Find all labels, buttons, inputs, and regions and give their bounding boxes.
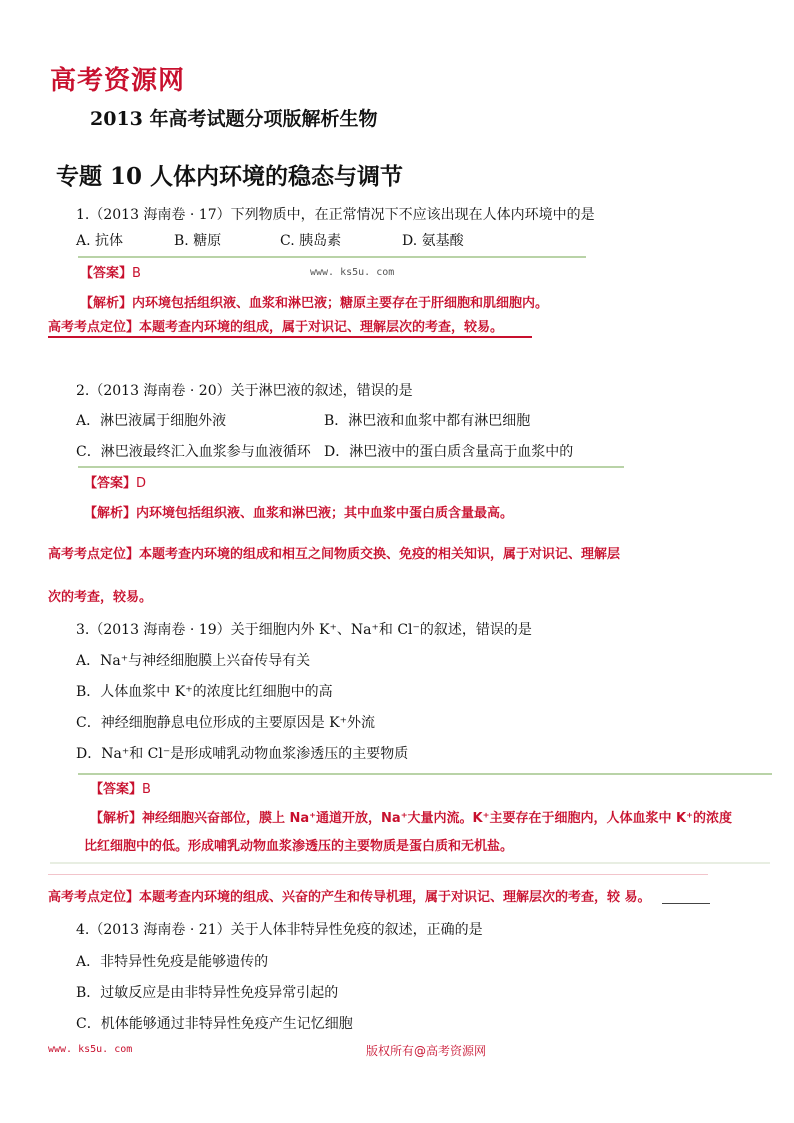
question-1-option-a: A. 抗体	[76, 233, 124, 249]
question-2-option-a: A．淋巴液属于细胞外液	[76, 413, 227, 429]
question-4-option-c: C．机体能够通过非特异性免疫产生记忆细胞	[76, 1016, 353, 1032]
question-3-position: 高考考点定位】本题考查内环境的组成、兴奋的产生和传导机理，属于对识记、理解层次的考查，较 易。	[48, 890, 651, 905]
divider	[78, 466, 624, 468]
question-3-answer	[90, 778, 151, 797]
question-2-explanation: 【解析】内环境包括组织液、血浆和淋巴液；其中血浆中蛋白质含量最高。	[84, 506, 514, 521]
watermark: www. ks5u. com	[310, 267, 395, 278]
divider	[78, 773, 772, 775]
question-3-option-c: C．神经细胞静息电位形成的主要原因是 K⁺外流	[76, 715, 376, 731]
answer-tag: 【答案】	[80, 266, 133, 281]
question-2-position: 高考考点定位】本题考查内环境的组成和相互之间物质交换、免疫的相关知识，属于对识记、理解层	[48, 547, 621, 562]
answer-value: B	[142, 782, 151, 797]
question-2-position-cont: 次的考查，较易。	[48, 590, 153, 605]
question-2-option-d: D．淋巴液中的蛋白质含量高于血浆中的	[324, 444, 574, 460]
question-1-option-c: C. 胰岛素	[280, 233, 342, 249]
question-2-option-c: C．淋巴液最终汇入血浆参与血液循环	[76, 444, 311, 460]
divider	[78, 256, 586, 258]
question-1-option-d: D. 氨基酸	[402, 233, 464, 249]
question-4-option-b: B．过敏反应是由非特异性免疫异常引起的	[76, 985, 339, 1001]
divider	[48, 874, 708, 875]
answer-value: B	[132, 266, 141, 281]
topic-heading: 专题 10 人体内环境的稳态与调节	[56, 163, 404, 190]
question-3-option-d: D．Na⁺和 Cl⁻是形成哺乳动物血浆渗透压的主要物质	[76, 746, 409, 762]
answer-tag: 【答案】	[90, 782, 143, 797]
question-2-answer	[84, 472, 146, 491]
question-2-option-b: B．淋巴液和血浆中都有淋巴细胞	[324, 413, 531, 429]
footer-url: www. ks5u. com	[48, 1044, 133, 1055]
question-1-explanation: 【解析】内环境包括组织液、血浆和淋巴液；糖原主要存在于肝细胞和肌细胞内。	[80, 296, 549, 311]
site-logo: 高考资源网	[50, 66, 186, 96]
answer-value: D	[136, 476, 147, 491]
divider	[50, 862, 770, 864]
divider	[662, 903, 710, 904]
question-1-option-b: B. 糖原	[174, 233, 222, 249]
question-4-stem: 4.（2013 海南卷 · 21）关于人体非特异性免疫的叙述，正确的是	[76, 922, 483, 938]
answer-tag: 【答案】	[84, 476, 137, 491]
question-3-option-a: A．Na⁺与神经细胞膜上兴奋传导有关	[76, 653, 311, 669]
footer-copyright: 版权所有@高考资源网	[366, 1044, 487, 1058]
divider	[48, 336, 532, 338]
document-title: 2013 年高考试题分项版解析生物	[90, 108, 378, 130]
question-4-option-a: A．非特异性免疫是能够遗传的	[76, 954, 269, 970]
question-1-position: 高考考点定位】本题考查内环境的组成，属于对识记、理解层次的考查，较易。	[48, 320, 504, 335]
question-1-stem: 1.（2013 海南卷 · 17）下列物质中，在正常情况下不应该出现在人体内环境中的是	[76, 207, 595, 223]
question-1-answer	[80, 262, 141, 281]
question-3-explanation-cont: 比红细胞中的低。形成哺乳动物血浆渗透压的主要物质是蛋白质和无机盐。	[84, 839, 514, 854]
question-3-stem: 3.（2013 海南卷 · 19）关于细胞内外 K⁺、Na⁺和 Cl⁻的叙述，错误的是	[76, 622, 532, 638]
question-3-explanation: 【解析】神经细胞兴奋部位，膜上 Na⁺通道开放，Na⁺大量内流。K⁺主要存在于细胞内，人体血浆中 K⁺的浓度	[90, 811, 732, 826]
question-3-option-b: B．人体血浆中 K⁺的浓度比红细胞中的高	[76, 684, 333, 700]
question-2-stem: 2.（2013 海南卷 · 20）关于淋巴液的叙述，错误的是	[76, 383, 413, 399]
